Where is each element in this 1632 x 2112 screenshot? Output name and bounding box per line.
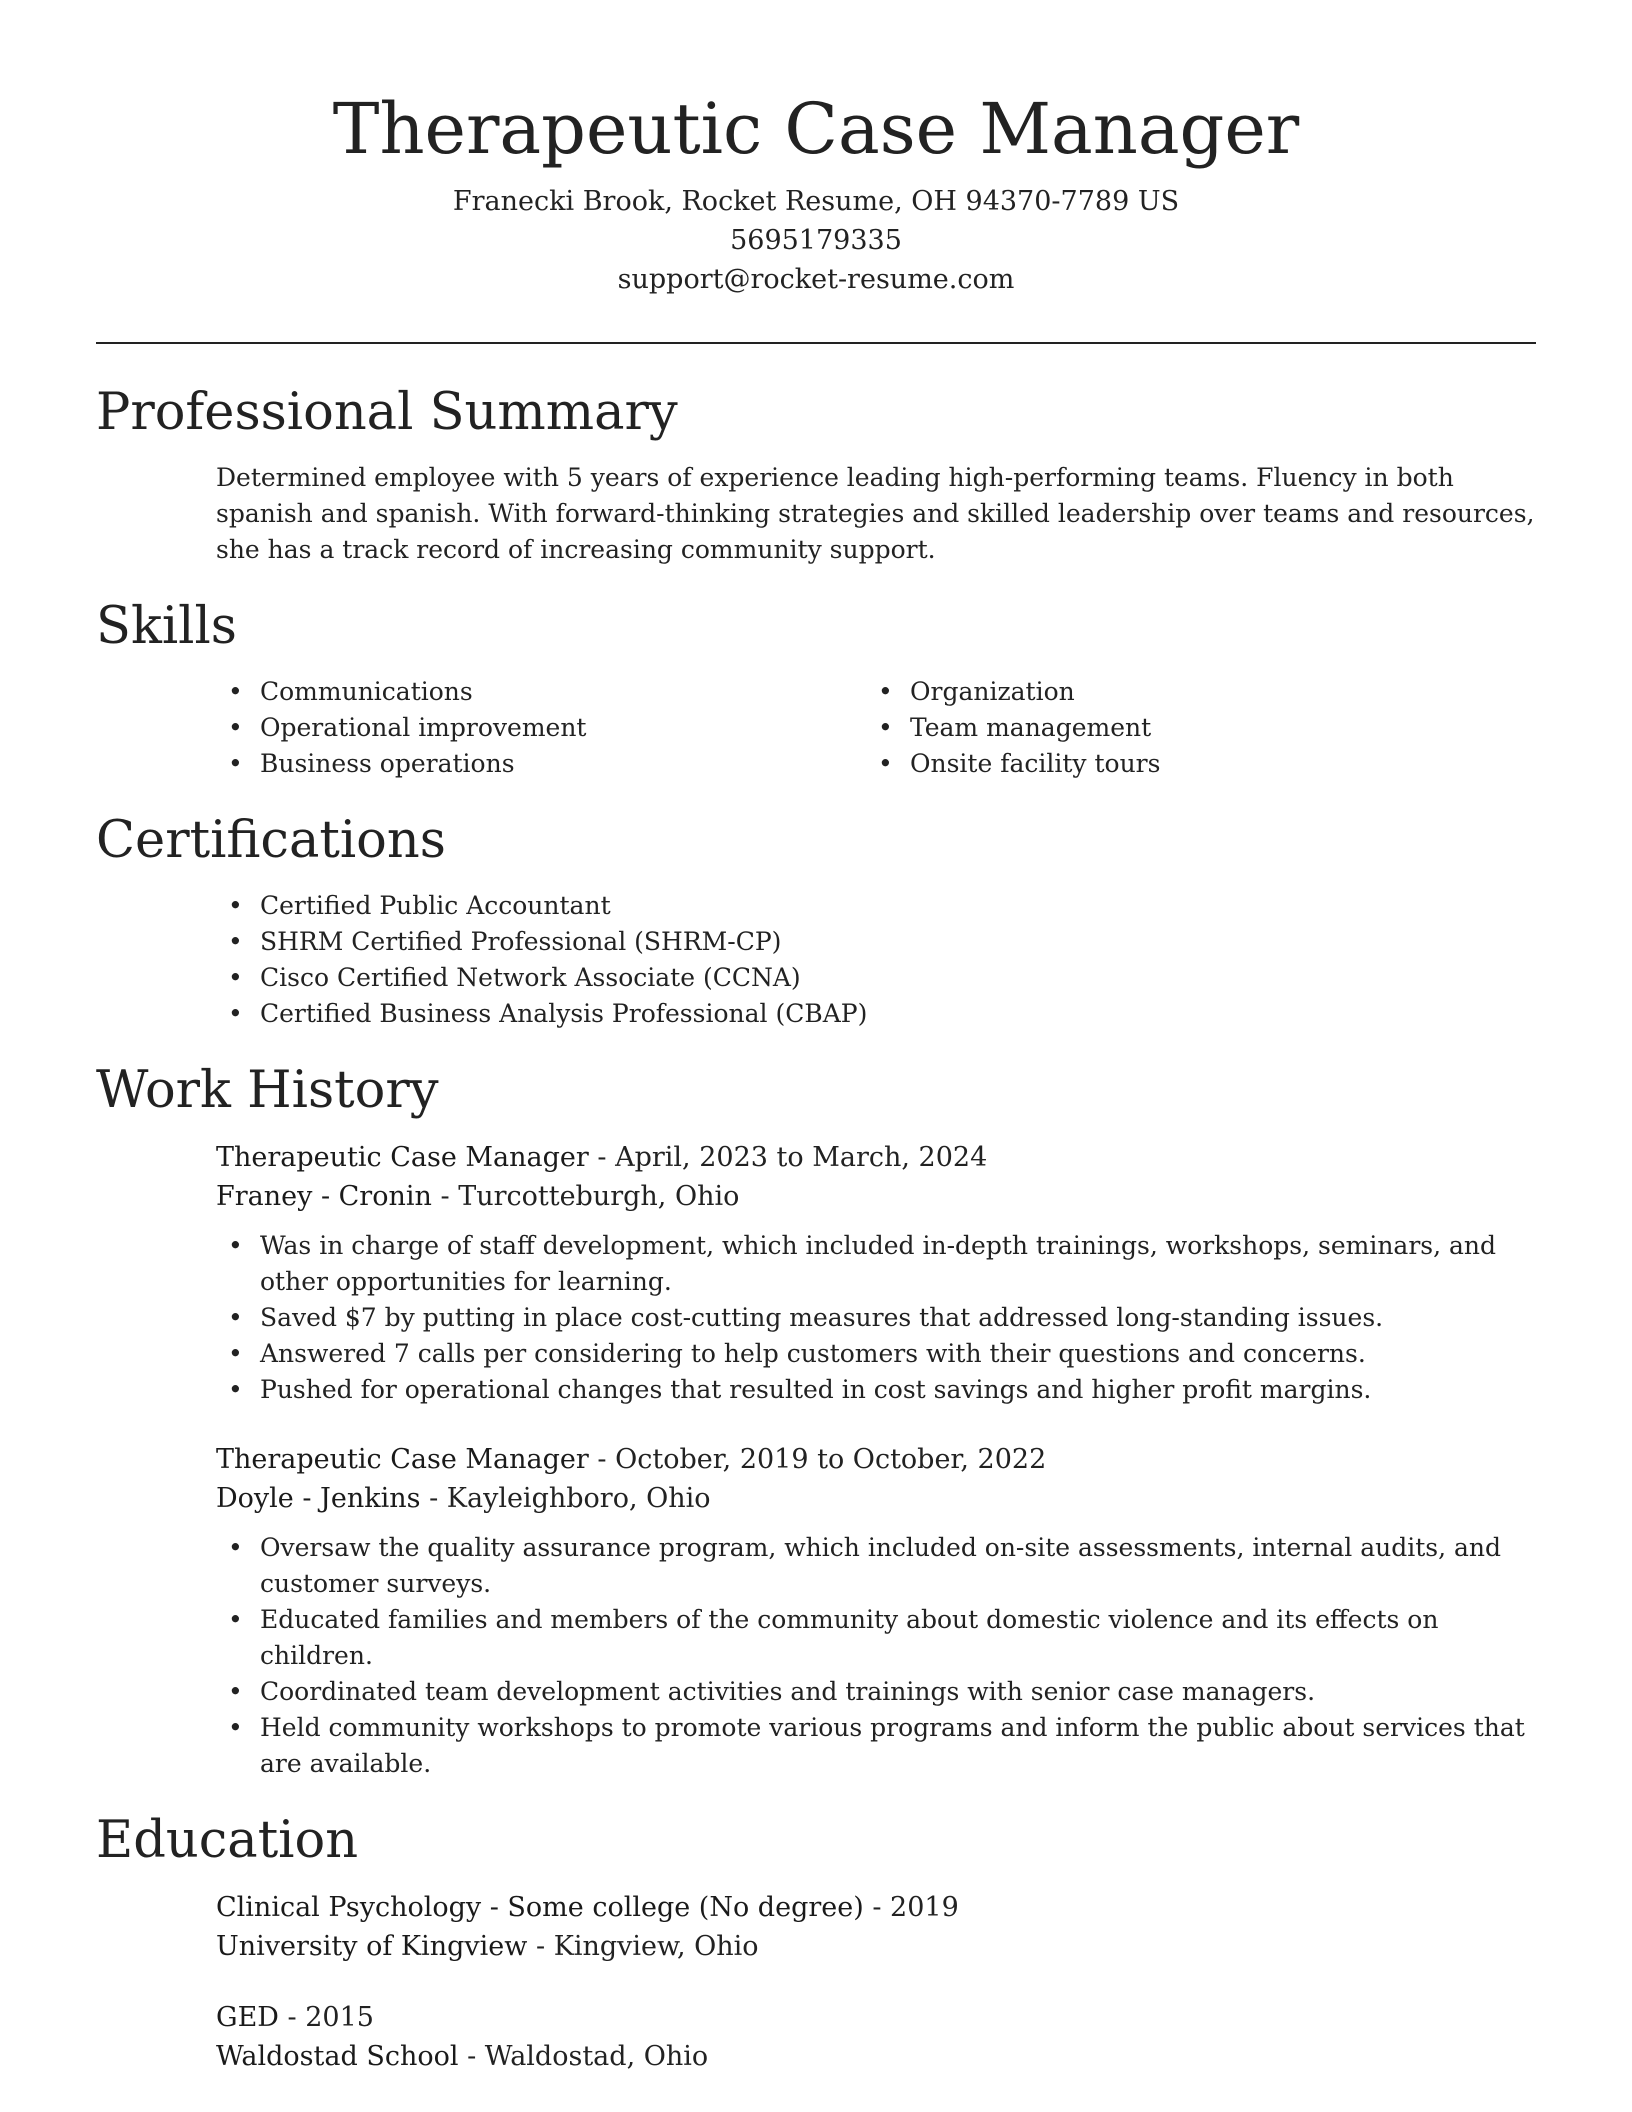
- education-location: - Waldostad, Ohio: [467, 2041, 709, 2072]
- job-dates: - October, 2019 to October, 2022: [597, 1444, 1047, 1475]
- education-school-line: [216, 1927, 1536, 1966]
- skill-item: • Team management: [866, 710, 1536, 746]
- job-bullet: • Answered 7 calls per considering to help customers with their questions and concerns.: [216, 1336, 1536, 1372]
- job-bullet: • Educated families and members of the community about domestic violence and its effects on children.: [216, 1602, 1536, 1674]
- job-title-line: [216, 1138, 1536, 1177]
- job-company-line: [216, 1177, 1536, 1216]
- skills-heading: Skills: [96, 597, 237, 656]
- job-bullet: • Oversaw the quality assurance program, which included on-site assessments, internal audits, and customer surveys.: [216, 1530, 1536, 1602]
- job-entry: [216, 1440, 1536, 1782]
- contact-phone: 5695179335: [730, 225, 902, 256]
- education-section: [96, 1808, 1536, 2076]
- certification-item: • Certified Public Accountant: [216, 888, 1536, 924]
- skills-grid: [216, 674, 1536, 782]
- summary-section: [96, 380, 1536, 568]
- certifications-section: [96, 808, 1536, 1032]
- skill-item: • Operational improvement: [216, 710, 866, 746]
- education-heading: Education: [96, 1811, 359, 1870]
- job-company-line: [216, 1479, 1536, 1518]
- education-year: - 2019: [872, 1892, 959, 1923]
- education-year: - 2015: [287, 2002, 374, 2033]
- certifications-heading: Certifications: [96, 811, 446, 870]
- resume-sections: [96, 380, 1536, 2108]
- summary-text: Determined employee with 5 years of experience leading high-performing teams. Fluency in both spanish and spanish. With forward-thinking strategies and skilled leadership over teams and resources, she has a track record of increasing community support.: [216, 463, 1535, 564]
- job-bullet: • Held community workshops to promote various programs and inform the public about services that are available.: [216, 1710, 1536, 1782]
- certifications-list: [216, 888, 1536, 1032]
- education-location: - Kingview, Ohio: [535, 1931, 759, 1962]
- certification-item: • Certified Business Analysis Professional (CBAP): [216, 996, 1536, 1032]
- job-title: Therapeutic Case Manager: [216, 1444, 589, 1475]
- skill-item: • Organization: [866, 674, 1536, 710]
- contact-address: Franecki Brook, Rocket Resume, OH 94370-7789 US: [452, 186, 1180, 217]
- certification-item: • SHRM Certified Professional (SHRM-CP): [216, 924, 1536, 960]
- job-company: Doyle - Jenkins: [216, 1483, 421, 1514]
- resume-header: [0, 0, 1632, 299]
- job-entry: [216, 1138, 1536, 1408]
- contact-email: support@rocket-resume.com: [617, 264, 1015, 295]
- job-bullet: • Coordinated team development activities and trainings with senior case managers.: [216, 1674, 1536, 1710]
- header-divider: [96, 342, 1536, 344]
- skills-section: [96, 594, 1536, 782]
- skill-item: • Onsite facility tours: [866, 746, 1536, 782]
- job-title: Therapeutic Case Manager: [216, 1142, 589, 1173]
- job-location: - Turcotteburgh, Ohio: [440, 1181, 740, 1212]
- job-bullets: [96, 1530, 1536, 1782]
- certification-item: • Cisco Certified Network Associate (CCNA): [216, 960, 1536, 996]
- education-degree: GED: [216, 2002, 279, 2033]
- education-school: University of Kingview: [216, 1931, 528, 1962]
- education-entry: [216, 1888, 1536, 1966]
- education-degree-line: [216, 1998, 1536, 2037]
- skill-item: • Communications: [216, 674, 866, 710]
- skill-item: • Business operations: [216, 746, 866, 782]
- skills-list-right: [866, 674, 1536, 782]
- skills-list-left: [216, 674, 866, 782]
- job-bullet: • Pushed for operational changes that resulted in cost savings and higher profit margins.: [216, 1372, 1536, 1408]
- job-company: Franey - Cronin: [216, 1181, 432, 1212]
- education-entry: [216, 1998, 1536, 2076]
- contact-block: [0, 182, 1632, 299]
- job-dates: - April, 2023 to March, 2024: [597, 1142, 988, 1173]
- job-bullet: • Saved $7 by putting in place cost-cutting measures that addressed long-standing issues.: [216, 1300, 1536, 1336]
- resume-name: Therapeutic Case Manager: [332, 88, 1300, 170]
- education-school-line: [216, 2037, 1536, 2076]
- summary-heading: Professional Summary: [96, 383, 678, 442]
- job-title-line: [216, 1440, 1536, 1479]
- education-degree: Clinical Psychology - Some college (No degree): [216, 1892, 864, 1923]
- education-school: Waldostad School: [216, 2041, 459, 2072]
- job-bullet: • Was in charge of staff development, which included in-depth trainings, workshops, seminars, and other opportunities for learning.: [216, 1228, 1536, 1300]
- job-bullets: [96, 1228, 1536, 1408]
- education-degree-line: [216, 1888, 1536, 1927]
- job-location: - Kayleighboro, Ohio: [429, 1483, 711, 1514]
- work-history-section: [96, 1058, 1536, 1782]
- work-history-heading: Work History: [96, 1061, 439, 1120]
